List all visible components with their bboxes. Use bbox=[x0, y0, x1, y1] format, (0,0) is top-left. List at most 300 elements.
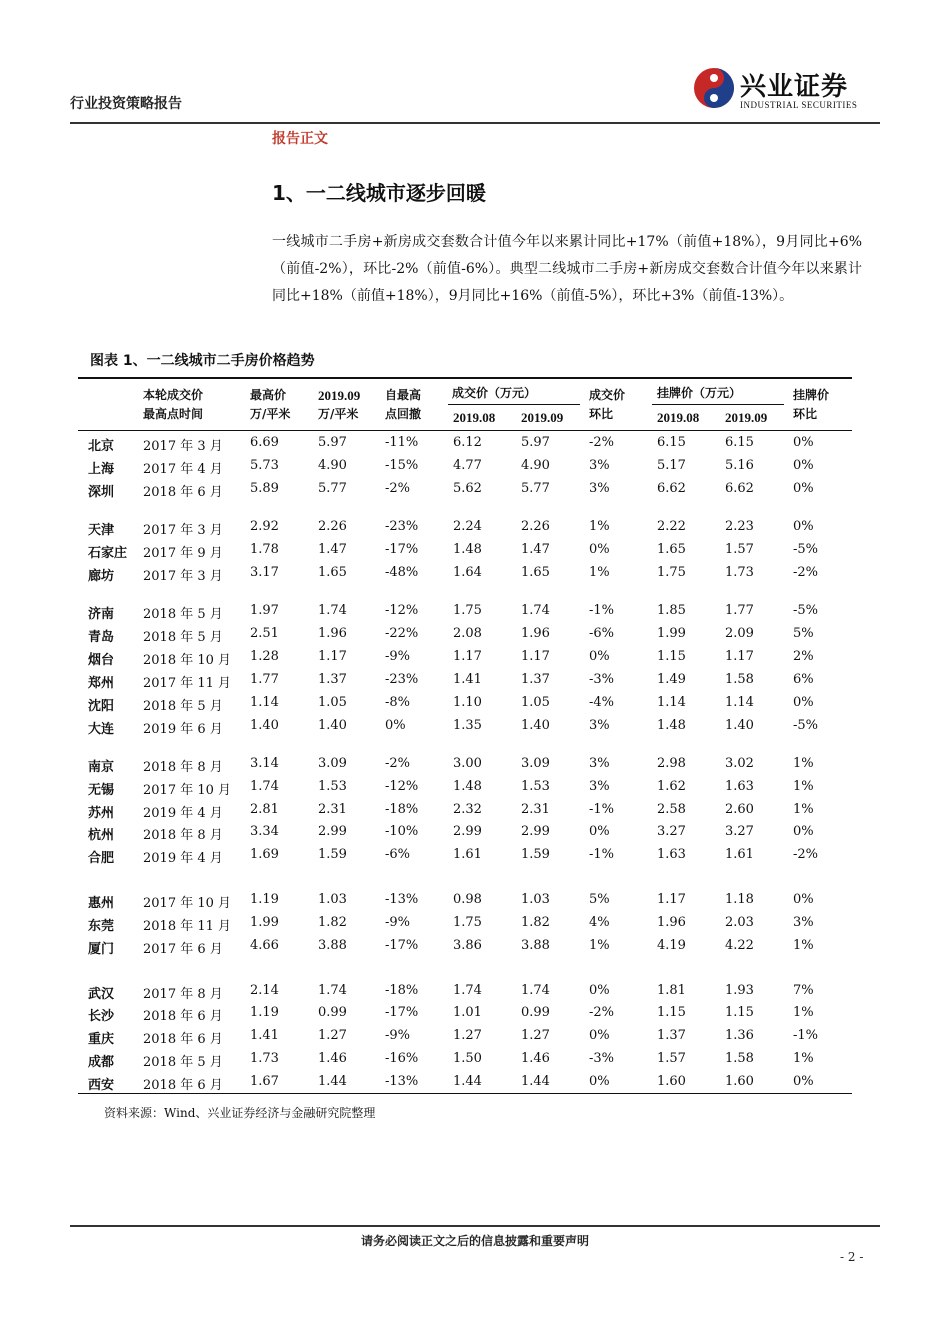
table-cell: 1.64 bbox=[453, 565, 482, 580]
table-cell: 1% bbox=[589, 519, 610, 534]
table-cell: 2019 年 4 月 bbox=[143, 806, 223, 821]
table-cell: 3.27 bbox=[725, 824, 754, 839]
table-cell: -2% bbox=[589, 435, 615, 450]
table-cell: -2% bbox=[385, 481, 411, 496]
table-cell: 1.75 bbox=[453, 915, 482, 930]
table-cell: 1.37 bbox=[318, 672, 347, 687]
table-cell: 1.65 bbox=[521, 565, 550, 580]
table-cell: 1.44 bbox=[318, 1074, 347, 1089]
table-cell: 2.24 bbox=[453, 519, 482, 534]
table-cell: 3.86 bbox=[453, 938, 482, 953]
table-row bbox=[78, 479, 852, 501]
table-cell: 1.77 bbox=[725, 603, 754, 618]
table-row bbox=[78, 822, 852, 844]
table-cell: 2017 年 11 月 bbox=[143, 676, 232, 691]
table-row bbox=[78, 670, 852, 692]
table-cell: -16% bbox=[385, 1051, 419, 1066]
table-cell: 1.19 bbox=[250, 892, 279, 907]
table-cell: -3% bbox=[589, 1051, 615, 1066]
table-row bbox=[78, 456, 852, 478]
table-cell: 1.48 bbox=[453, 779, 482, 794]
table-cell: 2.99 bbox=[521, 824, 550, 839]
header-list-0909: 2019.09 bbox=[725, 410, 768, 425]
table-cell: -6% bbox=[385, 847, 411, 862]
table-cell: 1.01 bbox=[453, 1005, 482, 1020]
table-cell: 2017 年 10 月 bbox=[143, 896, 232, 911]
city-name: 苏州 bbox=[88, 806, 115, 821]
table-cell: 1.74 bbox=[521, 983, 550, 998]
table-cell: 2018 年 8 月 bbox=[143, 828, 223, 843]
table-cell: 3.14 bbox=[250, 756, 279, 771]
footer-disclaimer: 请务必阅读正文之后的信息披露和重要声明 bbox=[360, 1234, 589, 1248]
table-cell: 1.58 bbox=[725, 1051, 754, 1066]
city-name: 南京 bbox=[88, 760, 115, 775]
table-cell: 1.62 bbox=[657, 779, 686, 794]
table-cell: -8% bbox=[385, 695, 411, 710]
header-deal-mom: 成交价 环比 bbox=[589, 388, 626, 421]
city-name: 杭州 bbox=[88, 828, 115, 843]
table-cell: 5.77 bbox=[521, 481, 550, 496]
city-name: 石家庄 bbox=[88, 546, 128, 561]
table-cell: 3.88 bbox=[521, 938, 550, 953]
table-cell: 6.15 bbox=[725, 435, 754, 450]
table-cell: 1.48 bbox=[657, 718, 686, 733]
table-cell: 1.17 bbox=[453, 649, 482, 664]
table-cell: 0% bbox=[793, 824, 814, 839]
table-row bbox=[78, 1049, 852, 1071]
table-cell: 1.44 bbox=[521, 1074, 550, 1089]
city-name: 郑州 bbox=[88, 676, 115, 691]
list-group-underline bbox=[652, 404, 784, 405]
page-number: - 2 - bbox=[840, 1250, 864, 1264]
table-cell: 2.58 bbox=[657, 802, 686, 817]
table-cell: 3.09 bbox=[318, 756, 347, 771]
table-cell: 1.27 bbox=[453, 1028, 482, 1043]
table-cell: 0.98 bbox=[453, 892, 482, 907]
table-cell: 1.40 bbox=[521, 718, 550, 733]
table-cell: 1.37 bbox=[657, 1028, 686, 1043]
table-cell: 2018 年 6 月 bbox=[143, 1078, 223, 1093]
header-divider bbox=[70, 122, 880, 124]
logo-english-name: INDUSTRIAL SECURITIES bbox=[740, 100, 858, 110]
table-cell: 3.00 bbox=[453, 756, 482, 771]
table-cell: 2017 年 3 月 bbox=[143, 439, 223, 454]
table-row bbox=[78, 845, 852, 867]
table-cell: 5.97 bbox=[521, 435, 550, 450]
section-heading: 1、一二线城市逐步回暖 bbox=[272, 181, 486, 205]
table-cell: 1.17 bbox=[318, 649, 347, 664]
table-cell: 0% bbox=[589, 824, 610, 839]
table-cell: 1.03 bbox=[318, 892, 347, 907]
table-row bbox=[78, 800, 852, 822]
table-cell: 1.60 bbox=[657, 1074, 686, 1089]
table-cell: 1.75 bbox=[657, 565, 686, 580]
table-cell: 1.05 bbox=[318, 695, 347, 710]
table-cell: 1.75 bbox=[453, 603, 482, 618]
city-name: 沈阳 bbox=[88, 699, 115, 714]
table-cell: 1.59 bbox=[521, 847, 550, 862]
table-cell: 2.22 bbox=[657, 519, 686, 534]
city-name: 西安 bbox=[88, 1078, 115, 1093]
table-cell: 4.90 bbox=[521, 458, 550, 473]
table-cell: -18% bbox=[385, 802, 419, 817]
table-cell: 1.35 bbox=[453, 718, 482, 733]
table-cell: -12% bbox=[385, 779, 419, 794]
table-cell: 3% bbox=[589, 458, 610, 473]
deal-group-underline bbox=[448, 404, 580, 405]
city-name: 大连 bbox=[88, 722, 115, 737]
table-cell: 0% bbox=[793, 892, 814, 907]
header-price-201909: 2019.09 万/平米 bbox=[318, 388, 361, 421]
table-cell: 1.46 bbox=[318, 1051, 347, 1066]
table-cell: 1.36 bbox=[725, 1028, 754, 1043]
table-cell: 2018 年 6 月 bbox=[143, 1009, 223, 1024]
table-cell: -9% bbox=[385, 915, 411, 930]
table-row bbox=[78, 647, 852, 669]
header-peak-price: 最高价 万/平米 bbox=[250, 388, 291, 421]
table-cell: 1.65 bbox=[318, 565, 347, 580]
table-cell: -17% bbox=[385, 1005, 419, 1020]
header-deal-group: 成交价（万元） bbox=[452, 386, 537, 400]
table-row bbox=[78, 981, 852, 1003]
table-cell: 2018 年 6 月 bbox=[143, 485, 223, 500]
table-cell: 1.60 bbox=[725, 1074, 754, 1089]
table-cell: 2018 年 5 月 bbox=[143, 1055, 223, 1070]
table-cell: 1.96 bbox=[521, 626, 550, 641]
table-cell: 1.17 bbox=[521, 649, 550, 664]
table-row bbox=[78, 563, 852, 585]
table-cell: 4.90 bbox=[318, 458, 347, 473]
table-cell: 1.67 bbox=[250, 1074, 279, 1089]
table-cell: 2.98 bbox=[657, 756, 686, 771]
table-cell: -13% bbox=[385, 892, 419, 907]
city-name: 青岛 bbox=[88, 630, 115, 645]
city-name: 东莞 bbox=[88, 919, 115, 934]
table-cell: 1.74 bbox=[453, 983, 482, 998]
table-cell: 1.49 bbox=[657, 672, 686, 687]
table-cell: 2018 年 5 月 bbox=[143, 699, 223, 714]
table-row bbox=[78, 517, 852, 539]
table-cell: 2.92 bbox=[250, 519, 279, 534]
table-cell: 1.40 bbox=[725, 718, 754, 733]
table-cell: 3.34 bbox=[250, 824, 279, 839]
table-cell: 3.88 bbox=[318, 938, 347, 953]
table-cell: 6.15 bbox=[657, 435, 686, 450]
table-cell: -4% bbox=[589, 695, 615, 710]
city-name: 烟台 bbox=[88, 653, 115, 668]
table-cell: 1% bbox=[793, 802, 814, 817]
table-cell: 1.14 bbox=[250, 695, 279, 710]
table-cell: 0% bbox=[385, 718, 406, 733]
table-cell: 0% bbox=[793, 435, 814, 450]
table-cell: 6.69 bbox=[250, 435, 279, 450]
table-cell: 2018 年 5 月 bbox=[143, 630, 223, 645]
source-note: 资料来源：Wind、兴业证券经济与金融研究院整理 bbox=[104, 1106, 376, 1120]
table-cell: -23% bbox=[385, 672, 419, 687]
table-row bbox=[78, 777, 852, 799]
table-cell: 1.57 bbox=[657, 1051, 686, 1066]
table-cell: 1.17 bbox=[657, 892, 686, 907]
table-cell: 0% bbox=[793, 1074, 814, 1089]
table-cell: 3.27 bbox=[657, 824, 686, 839]
table-cell: 2018 年 6 月 bbox=[143, 1032, 223, 1047]
table-cell: -1% bbox=[589, 847, 615, 862]
table-top-rule bbox=[78, 377, 852, 379]
table-cell: 1.14 bbox=[725, 695, 754, 710]
table-cell: 1.28 bbox=[250, 649, 279, 664]
table-cell: 1.03 bbox=[521, 892, 550, 907]
table-cell: -6% bbox=[589, 626, 615, 641]
table-cell: 3% bbox=[793, 915, 814, 930]
table-cell: 0% bbox=[589, 1028, 610, 1043]
table-cell: 1% bbox=[793, 779, 814, 794]
table-cell: 2019 年 6 月 bbox=[143, 722, 223, 737]
table-cell: 0% bbox=[793, 481, 814, 496]
table-cell: 1% bbox=[589, 565, 610, 580]
table-cell: 3% bbox=[589, 481, 610, 496]
table-cell: -48% bbox=[385, 565, 419, 580]
table-row bbox=[78, 601, 852, 623]
table-cell: 2.14 bbox=[250, 983, 279, 998]
table-cell: 1.96 bbox=[318, 626, 347, 641]
city-name: 无锡 bbox=[88, 783, 115, 798]
table-cell: 1.47 bbox=[318, 542, 347, 557]
table-cell: -5% bbox=[793, 542, 819, 557]
table-cell: 2.31 bbox=[521, 802, 550, 817]
table-cell: -5% bbox=[793, 718, 819, 733]
city-name: 成都 bbox=[88, 1055, 115, 1070]
table-cell: 5.89 bbox=[250, 481, 279, 496]
table-cell: -23% bbox=[385, 519, 419, 534]
table-cell: 1.61 bbox=[725, 847, 754, 862]
table-cell: -1% bbox=[793, 1028, 819, 1043]
header-peak-time: 本轮成交价 最高点时间 bbox=[143, 388, 204, 421]
table-cell: 3.09 bbox=[521, 756, 550, 771]
table-cell: 1.10 bbox=[453, 695, 482, 710]
table-cell: 1.18 bbox=[725, 892, 754, 907]
table-cell: 2.32 bbox=[453, 802, 482, 817]
table-cell: 6.12 bbox=[453, 435, 482, 450]
table-cell: 2.60 bbox=[725, 802, 754, 817]
section-tag: 报告正文 bbox=[272, 131, 328, 147]
header-drawdown: 自最高 点回撤 bbox=[385, 388, 422, 421]
table-cell: 4.66 bbox=[250, 938, 279, 953]
table-cell: 1.15 bbox=[657, 649, 686, 664]
table-cell: 1.74 bbox=[250, 779, 279, 794]
table-cell: 0.99 bbox=[318, 1005, 347, 1020]
table-cell: 2017 年 4 月 bbox=[143, 462, 223, 477]
table-cell: 1.61 bbox=[453, 847, 482, 862]
table-cell: -2% bbox=[793, 847, 819, 862]
table-cell: 1.96 bbox=[657, 915, 686, 930]
footer-divider bbox=[70, 1225, 880, 1227]
table-cell: 1.82 bbox=[318, 915, 347, 930]
table-cell: 1% bbox=[793, 1005, 814, 1020]
city-name: 重庆 bbox=[88, 1032, 115, 1047]
figure-title: 图表 1、一二线城市二手房价格趋势 bbox=[90, 353, 315, 369]
table-cell: 4.77 bbox=[453, 458, 482, 473]
table-cell: 1.63 bbox=[657, 847, 686, 862]
table-cell: -15% bbox=[385, 458, 419, 473]
table-cell: -17% bbox=[385, 542, 419, 557]
table-cell: 2017 年 3 月 bbox=[143, 569, 223, 584]
table-cell: 2018 年 8 月 bbox=[143, 760, 223, 775]
table-cell: 1.40 bbox=[250, 718, 279, 733]
table-cell: 1% bbox=[793, 756, 814, 771]
table-row bbox=[78, 890, 852, 912]
table-cell: 1% bbox=[589, 938, 610, 953]
table-row bbox=[78, 1026, 852, 1048]
table-cell: 5.62 bbox=[453, 481, 482, 496]
table-cell: 2.23 bbox=[725, 519, 754, 534]
table-cell: 1.69 bbox=[250, 847, 279, 862]
table-cell: 1.50 bbox=[453, 1051, 482, 1066]
table-cell: 0% bbox=[793, 695, 814, 710]
table-cell: 0% bbox=[589, 542, 610, 557]
table-bottom-rule bbox=[78, 1093, 852, 1094]
table-cell: 1.58 bbox=[725, 672, 754, 687]
table-row bbox=[78, 936, 852, 958]
table-cell: 2017 年 6 月 bbox=[143, 942, 223, 957]
table-cell: 1.14 bbox=[657, 695, 686, 710]
table-cell: 1.73 bbox=[250, 1051, 279, 1066]
table-cell: 1.82 bbox=[521, 915, 550, 930]
table-cell: 1.73 bbox=[725, 565, 754, 580]
table-cell: 1.85 bbox=[657, 603, 686, 618]
table-cell: 1.48 bbox=[453, 542, 482, 557]
header-deal-0908: 2019.08 bbox=[453, 410, 496, 425]
table-cell: 1.15 bbox=[725, 1005, 754, 1020]
table-cell: 1.53 bbox=[521, 779, 550, 794]
company-logo bbox=[692, 66, 878, 116]
city-name: 惠州 bbox=[88, 896, 115, 911]
table-cell: 1.27 bbox=[521, 1028, 550, 1043]
city-name: 厦门 bbox=[88, 942, 115, 957]
table-cell: 1.81 bbox=[657, 983, 686, 998]
table-cell: 4% bbox=[589, 915, 610, 930]
table-cell: 2.81 bbox=[250, 802, 279, 817]
table-cell: 4.22 bbox=[725, 938, 754, 953]
table-cell: 1.05 bbox=[521, 695, 550, 710]
header-deal-0909: 2019.09 bbox=[521, 410, 564, 425]
report-type-label: 行业投资策略报告 bbox=[70, 96, 182, 112]
city-name: 上海 bbox=[88, 462, 115, 477]
table-cell: 1.44 bbox=[453, 1074, 482, 1089]
table-cell: -11% bbox=[385, 435, 419, 450]
table-cell: 2017 年 9 月 bbox=[143, 546, 223, 561]
table-row bbox=[78, 540, 852, 562]
table-cell: -12% bbox=[385, 603, 419, 618]
table-cell: 5% bbox=[589, 892, 610, 907]
table-cell: 2019 年 4 月 bbox=[143, 851, 223, 866]
table-cell: 6.62 bbox=[725, 481, 754, 496]
table-cell: 1.40 bbox=[318, 718, 347, 733]
table-cell: 4.19 bbox=[657, 938, 686, 953]
table-cell: 5% bbox=[793, 626, 814, 641]
table-cell: 1.15 bbox=[657, 1005, 686, 1020]
table-cell: 1.65 bbox=[657, 542, 686, 557]
logo-chinese-name: 兴业证券 bbox=[740, 72, 849, 102]
header-list-mom: 挂牌价 环比 bbox=[793, 388, 830, 421]
table-cell: 7% bbox=[793, 983, 814, 998]
table-cell: -3% bbox=[589, 672, 615, 687]
header-list-group: 挂牌价（万元） bbox=[657, 386, 742, 400]
table-cell: -1% bbox=[589, 603, 615, 618]
table-cell: 2018 年 11 月 bbox=[143, 919, 232, 934]
table-cell: 3.17 bbox=[250, 565, 279, 580]
header-list-0908: 2019.08 bbox=[657, 410, 700, 425]
table-cell: 3.02 bbox=[725, 756, 754, 771]
table-cell: 1.78 bbox=[250, 542, 279, 557]
table-cell: 2.08 bbox=[453, 626, 482, 641]
city-name: 合肥 bbox=[88, 851, 115, 866]
table-cell: 1.46 bbox=[521, 1051, 550, 1066]
city-name: 北京 bbox=[88, 439, 115, 454]
table-row bbox=[78, 754, 852, 776]
table-cell: 1.19 bbox=[250, 1005, 279, 1020]
city-name: 武汉 bbox=[88, 987, 115, 1002]
table-cell: -2% bbox=[385, 756, 411, 771]
table-cell: 1.93 bbox=[725, 983, 754, 998]
table-cell: -18% bbox=[385, 983, 419, 998]
table-cell: -2% bbox=[589, 1005, 615, 1020]
table-cell: 2.03 bbox=[725, 915, 754, 930]
table-cell: 2.99 bbox=[453, 824, 482, 839]
industrial-securities-logo-icon bbox=[692, 66, 736, 110]
table-row bbox=[78, 624, 852, 646]
table-cell: 1.37 bbox=[521, 672, 550, 687]
table-cell: 1.47 bbox=[521, 542, 550, 557]
table-cell: -13% bbox=[385, 1074, 419, 1089]
table-cell: 5.17 bbox=[657, 458, 686, 473]
table-cell: 1.41 bbox=[453, 672, 482, 687]
city-name: 长沙 bbox=[88, 1009, 115, 1024]
table-cell: 0% bbox=[793, 458, 814, 473]
table-cell: 5.97 bbox=[318, 435, 347, 450]
table-cell: 5.77 bbox=[318, 481, 347, 496]
table-cell: 2017 年 10 月 bbox=[143, 783, 232, 798]
table-cell: -2% bbox=[793, 565, 819, 580]
table-cell: 1.41 bbox=[250, 1028, 279, 1043]
table-cell: 0% bbox=[589, 649, 610, 664]
table-cell: 0% bbox=[793, 519, 814, 534]
table-cell: 1% bbox=[793, 938, 814, 953]
table-cell: 1.53 bbox=[318, 779, 347, 794]
table-cell: -17% bbox=[385, 938, 419, 953]
city-name: 廊坊 bbox=[88, 569, 115, 584]
table-cell: -9% bbox=[385, 649, 411, 664]
table-cell: 2% bbox=[793, 649, 814, 664]
table-row bbox=[78, 433, 852, 455]
table-cell: -5% bbox=[793, 603, 819, 618]
table-cell: 1.74 bbox=[318, 983, 347, 998]
table-row bbox=[78, 693, 852, 715]
table-row bbox=[78, 1003, 852, 1025]
table-cell: 2.09 bbox=[725, 626, 754, 641]
table-cell: -22% bbox=[385, 626, 419, 641]
table-cell: 1.27 bbox=[318, 1028, 347, 1043]
table-cell: 2018 年 10 月 bbox=[143, 653, 232, 668]
table-row bbox=[78, 716, 852, 738]
table-cell: 1.17 bbox=[725, 649, 754, 664]
table-cell: 1.74 bbox=[521, 603, 550, 618]
table-header-rule bbox=[78, 430, 852, 431]
table-cell: 0% bbox=[589, 1074, 610, 1089]
table-cell: 1.57 bbox=[725, 542, 754, 557]
table-row bbox=[78, 1072, 852, 1094]
table-cell: 3% bbox=[589, 756, 610, 771]
table-cell: 3% bbox=[589, 779, 610, 794]
